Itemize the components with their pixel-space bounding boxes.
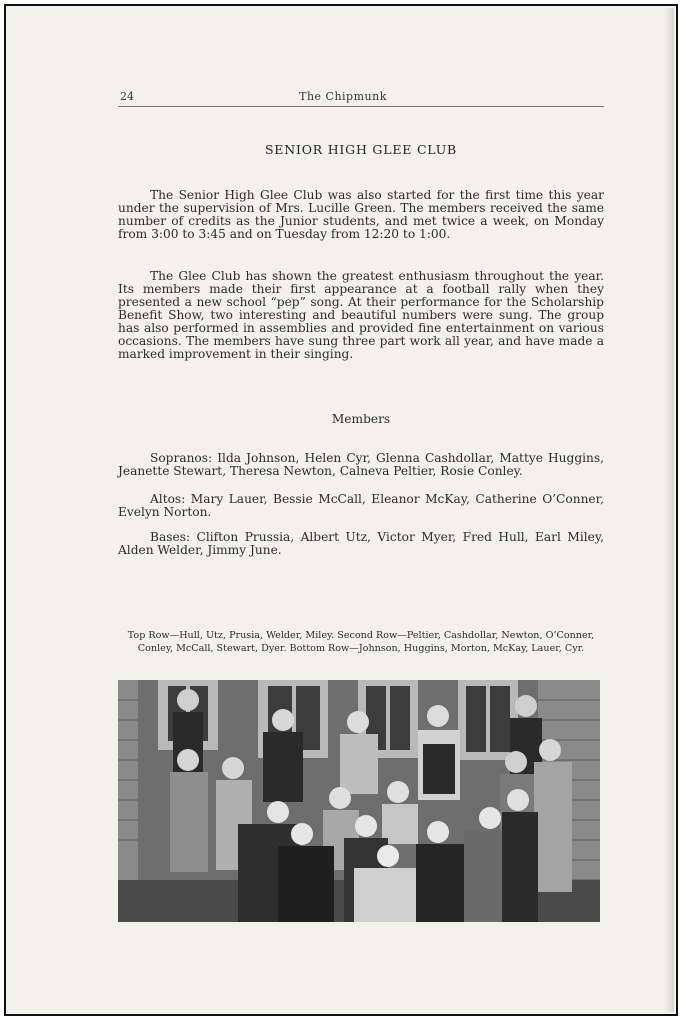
page-edge-shadow <box>664 8 674 1012</box>
sopranos-list: Sopranos: Ilda Johnson, Helen Cyr, Glenna Cashdollar, Mattye Huggins, Jeanette Stewart, Theresa Newton, Calneva Peltier, Rosie Conley. <box>118 451 604 478</box>
bases-list: Bases: Clifton Prussia, Albert Utz, Victor Myer, Fred Hull, Earl Miley, Alden Welder, Jimmy June. <box>118 530 604 557</box>
intro-paragraph: The Senior High Glee Club was also started for the first time this year under the supervision of Mrs. Lucille Green. The members received the same number of credits as the Junior students, and met twice a week, on Monday from 3:00 to 3:45 and on Tuesday from 12:20 to 1:00. <box>118 188 604 241</box>
page-number: 24 <box>120 90 134 103</box>
members-heading: Members <box>331 412 391 426</box>
activities-paragraph: The Glee Club has shown the greatest enthusiasm throughout the year. Its members made their first appearance at a football rally when they presented a new school “pep” song. At their performance for the Scholarship Benefit Show, two interesting and beautiful numbers were sung. The group has also performed in assemblies and provided fine entertainment on various occasions. The members have sung three part work all year, and have made a marked improvement in their singing. <box>118 269 604 361</box>
photo-caption: Top Row—Hull, Utz, Prusia, Welder, Miley. Second Row—Peltier, Cashdollar, Newton, O’Conner, Conley, McCall, Stewart, Dyer. Bottom Row—Johnson, Huggins, Morton, McKay, Lauer, Cyr. <box>127 630 595 654</box>
header-rule <box>118 106 604 107</box>
group-photo-image <box>118 680 600 922</box>
altos-list: Altos: Mary Lauer, Bessie McCall, Eleanor McKay, Catherine O’Conner, Evelyn Norton. <box>118 492 604 519</box>
group-photo <box>118 680 600 922</box>
section-title: SENIOR HIGH GLEE CLUB <box>264 142 458 157</box>
running-title: The Chipmunk <box>299 90 387 103</box>
